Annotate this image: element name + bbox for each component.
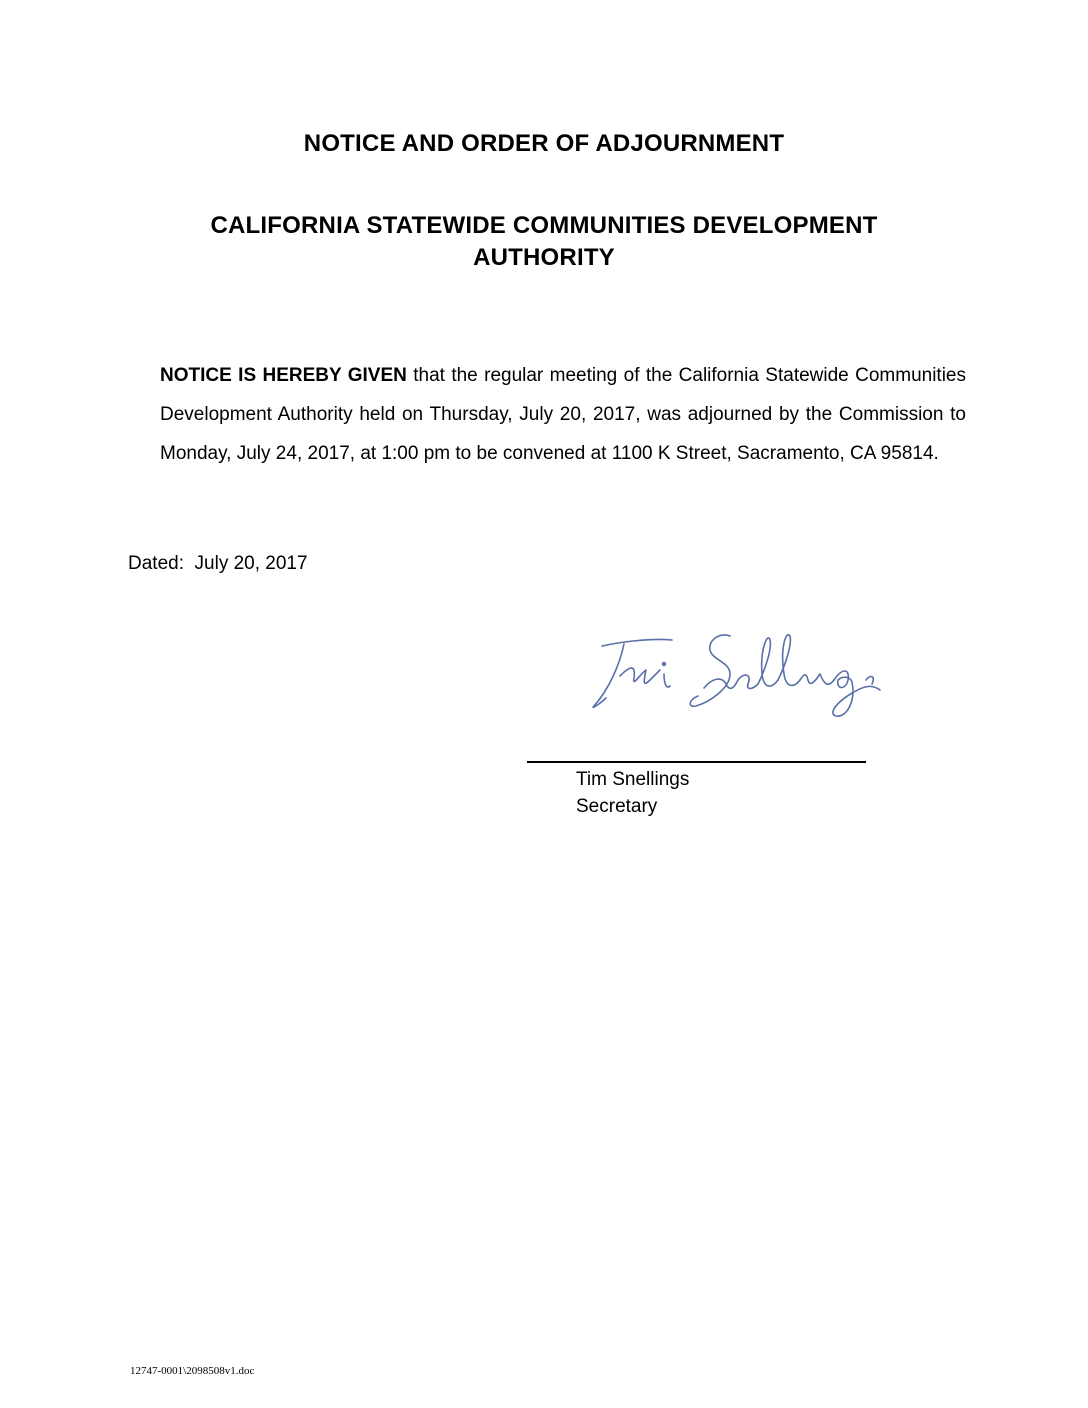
document-title: NOTICE AND ORDER OF ADJOURNMENT — [303, 130, 785, 157]
notice-paragraph — [160, 356, 966, 473]
dated-line: Dated: July 20, 2017 — [128, 553, 308, 574]
organization-heading: CALIFORNIA STATEWIDE COMMUNITIES DEVELOPMENT AUTHORITY — [210, 212, 878, 271]
notice-lead: NOTICE IS HEREBY GIVEN — [160, 365, 407, 386]
signature-image — [580, 618, 900, 728]
footer-document-reference: 12747-0001\2098508v1.doc — [130, 1365, 255, 1377]
notice-body: that the regular meeting of the California Statewide Communities Development Authority held on Thursday, July 20, 2017, was adjourned by the Commission to Monday, July 24, 2017, at 1:00 pm to be convened at 1100 K Street, Sacramento, CA 95814. — [160, 365, 966, 464]
signature-line — [527, 761, 866, 763]
signatory-title: Secretary — [576, 796, 658, 817]
signatory-name: Tim Snellings — [576, 769, 690, 790]
